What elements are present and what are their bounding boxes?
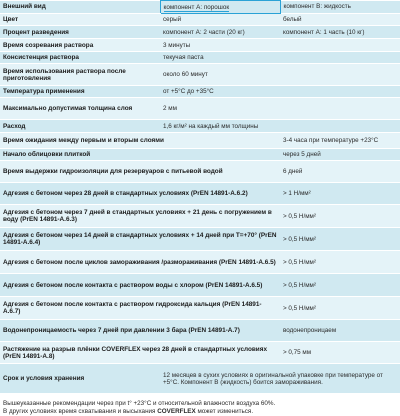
row-value: 6 дней (280, 161, 400, 183)
table-row (0, 98, 400, 120)
row-value: > 1 Н/мм² (280, 183, 400, 205)
row-label: Адгезия с бетоном через 7 дней в стандартных условиях + 21 день с погружением в воду (PrEN 14891-A.6.3) (0, 205, 280, 228)
row-value: > 0,5 Н/мм² (280, 251, 400, 274)
row-value: 3-4 часа при температуре +23°C (280, 133, 400, 149)
row-label: Адгезия с бетоном после циклов замораживания /размораживания (PrEN 14891-A.6.5) (0, 251, 280, 274)
table-row (0, 161, 400, 183)
row-label: Время использования раствора после приготовления (0, 64, 160, 86)
row-value: 2 мм (160, 98, 400, 120)
table-row (0, 133, 400, 149)
row-value: от +5°C до +35°C (160, 86, 400, 98)
footnote (0, 394, 400, 416)
row-label: Консистенция раствора (0, 52, 160, 64)
row-label: Время созревания раствора (0, 39, 160, 52)
table-row (0, 251, 400, 274)
row-label: Цвет (0, 14, 160, 26)
table-row (0, 39, 400, 52)
row-value: > 0,5 Н/мм² (280, 297, 400, 320)
footnote-text: В других условиях время схватывания и высыхания (3, 408, 156, 415)
row-label: Начало облицовки плиткой (0, 149, 280, 161)
row-label: Водонепроницаемость через 7 дней при давлении 3 бара (PrEN 14891-A.7) (0, 320, 280, 342)
row-label: Процент разведения (0, 26, 160, 39)
table-row (0, 320, 400, 342)
table-row (0, 297, 400, 320)
row-value: через 5 дней (280, 149, 400, 161)
table-row (0, 52, 400, 64)
table-row (0, 205, 400, 228)
row-label: Внешний вид (0, 1, 160, 14)
row-label: Адгезия с бетоном через 14 дней в стандартных условиях + 14 дней при T=+70° (PrEN 14891-A.6.4) (0, 228, 280, 251)
row-label: Адгезия с бетоном через 28 дней в стандартных условиях (PrEN 14891-A.6.2) (0, 183, 280, 205)
table-row (0, 342, 400, 364)
component-b-value: белый (280, 14, 400, 26)
row-value: около 60 минут (160, 64, 400, 86)
row-label: Время выдержки гидроизоляции для резервуаров с питьевой водой (0, 161, 280, 183)
table-row (0, 14, 400, 26)
table-row (0, 26, 400, 39)
brand-name: COVERFLEX (157, 408, 196, 415)
table-row (0, 1, 400, 14)
component-b-value: компонент А: 1 часть (10 кг) (280, 26, 400, 39)
table-row (0, 120, 400, 133)
footnote-line (3, 408, 397, 416)
table-row (0, 86, 400, 98)
row-value: > 0,5 Н/мм² (280, 205, 400, 228)
footnote-line: Вышеуказанные рекомендации через при t° +23°C и относительной влажности воздуха 60%. (3, 400, 276, 407)
row-label: Срок и условия хранения (0, 364, 160, 394)
row-value: > 0,5 Н/мм² (280, 274, 400, 297)
row-value: > 0,5 Н/мм² (280, 228, 400, 251)
row-label: Температура применения (0, 86, 160, 98)
row-value: водонепроницаем (280, 320, 400, 342)
component-a-value: компонент А: порошок (163, 3, 230, 11)
component-a-cell (160, 1, 280, 14)
row-label: Время ожидания между первым и вторым слоями (0, 133, 280, 149)
component-a-value: компонент А: 2 части (20 кг) (160, 26, 280, 39)
row-value: 3 минуты (160, 39, 400, 52)
row-value: 12 месяцев в сухих условиях в оригинальной упаковке при температуре от +5°C. Компонент В (жидкость) боится замораживания. (160, 364, 400, 394)
table-row (0, 183, 400, 205)
row-label: Максимально допустимая толщина слоя (0, 98, 160, 120)
component-a-value: серый (160, 14, 280, 26)
table-row (0, 64, 400, 86)
row-value: текучая паста (160, 52, 400, 64)
row-value: > 0,75 мм (280, 342, 400, 364)
row-value: 1,6 кг/м² на каждый мм толщины (160, 120, 400, 133)
row-label: Растяжение на разрыв плёнки COVERFLEX через 28 дней в стандартных условиях (PrEN 14891-A.8) (0, 342, 280, 364)
row-label: Адгезия с бетоном после контакта с раствором гидроксида кальция (PrEN 14891-A.6.7) (0, 297, 280, 320)
row-label: Адгезия с бетоном после контакта с раствором воды с хлором (PrEN 14891-A.6.5) (0, 274, 280, 297)
row-label: Расход (0, 120, 160, 133)
table-row (0, 274, 400, 297)
component-b-value: компонент В: жидкость (280, 1, 400, 14)
table-row (0, 149, 400, 161)
table-row (0, 364, 400, 394)
footnote-text: может измениться. (197, 408, 254, 415)
table-row (0, 228, 400, 251)
